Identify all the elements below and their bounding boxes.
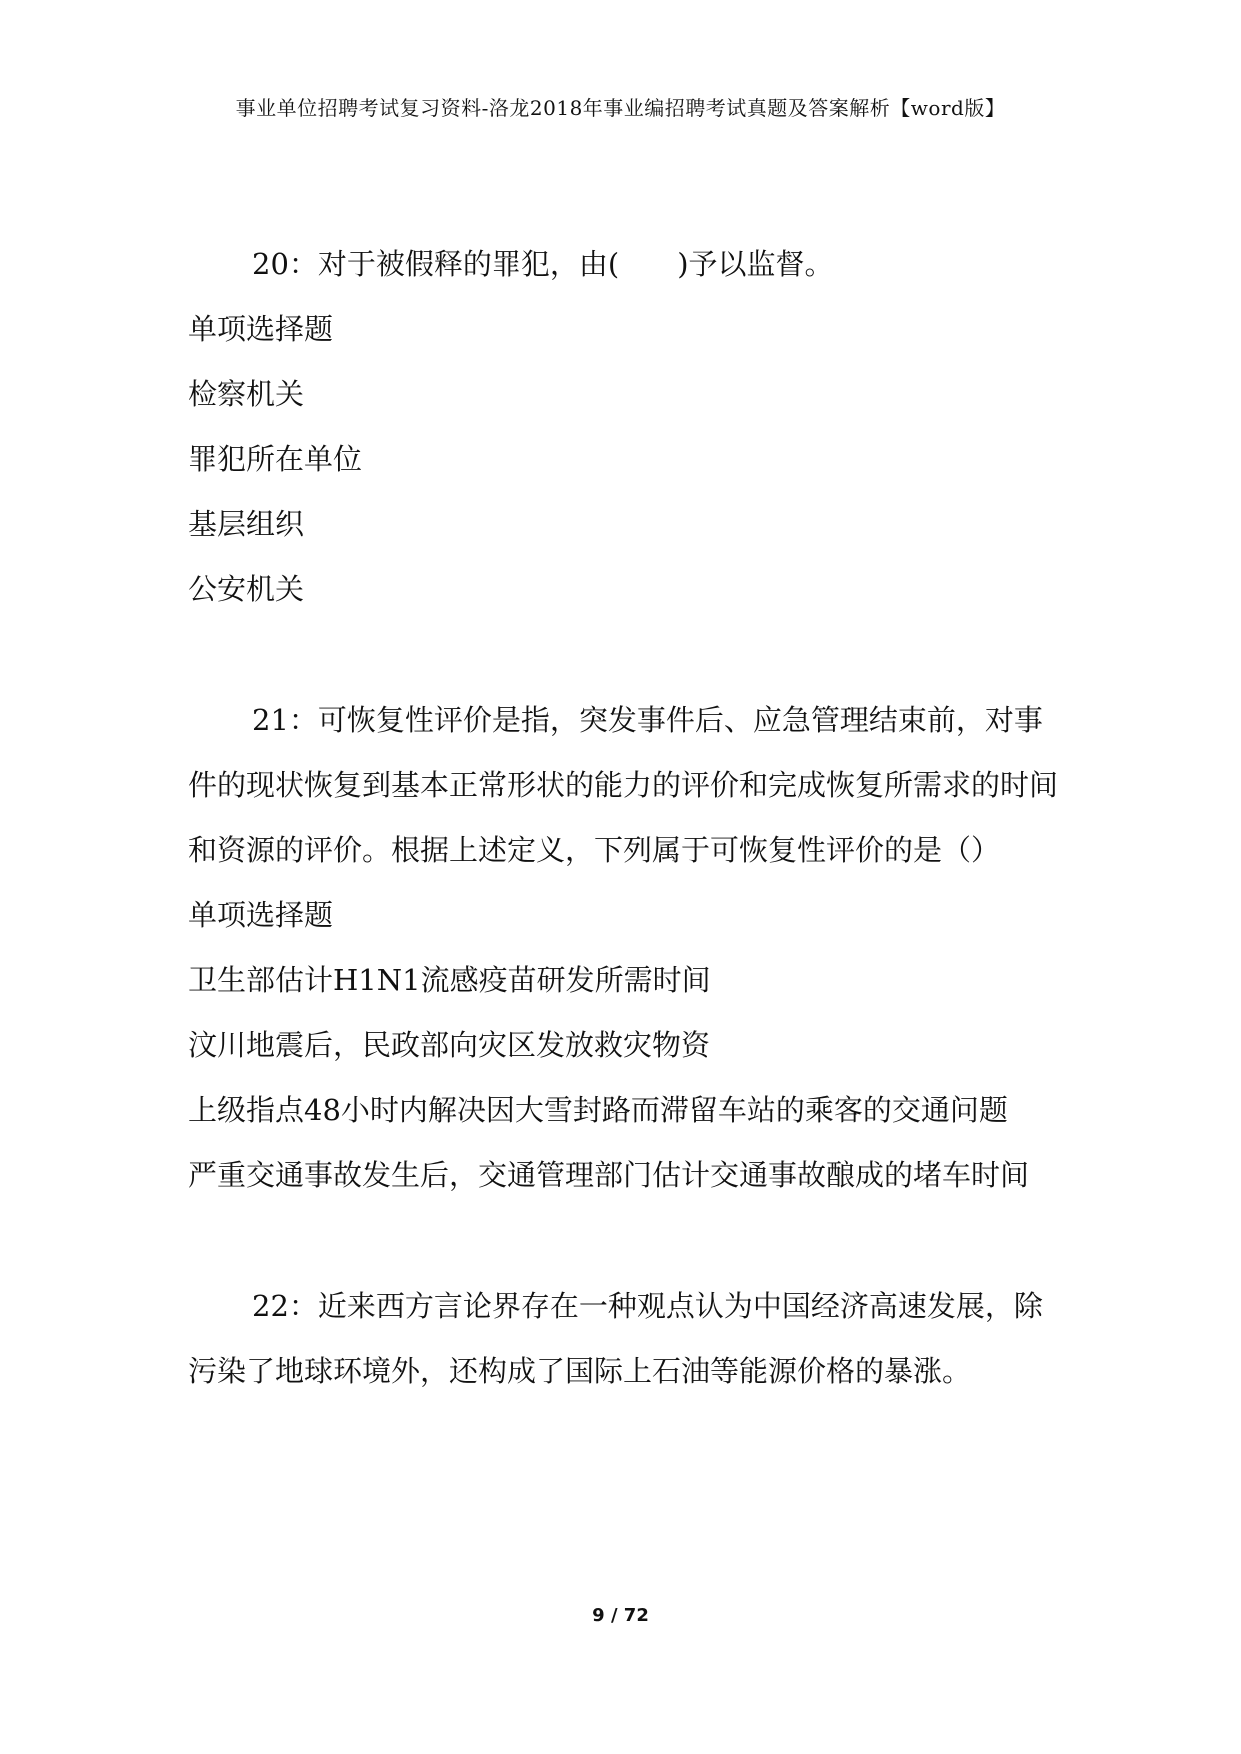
option-a: 检察机关 <box>188 377 305 411</box>
option-b: 汶川地震后，民政部向灾区发放救灾物资 <box>188 1028 711 1062</box>
option-d: 公安机关 <box>188 572 305 606</box>
question-type: 单项选择题 <box>188 312 334 346</box>
option-a: 卫生部估计H1N1流感疫苗研发所需时间 <box>188 963 711 997</box>
question-21 <box>188 688 1068 1208</box>
page-header: 事业单位招聘考试复习资料-洛龙2018年事业编招聘考试真题及答案解析【word版】 <box>235 96 1006 120</box>
option-b: 罪犯所在单位 <box>188 442 363 476</box>
page-number: 9 / 72 <box>592 1605 649 1626</box>
document-body <box>188 232 1068 1404</box>
option-d: 严重交通事故发生后，交通管理部门估计交通事故酿成的堵车时间 <box>188 1158 1030 1192</box>
option-c: 基层组织 <box>188 507 305 541</box>
question-stem: 22：近来西方言论界存在一种观点认为中国经济高速发展，除污染了地球环境外，还构成了国际上石油等能源价格的暴涨。 <box>188 1289 1043 1388</box>
option-c: 上级指点48小时内解决因大雪封路而滞留车站的乘客的交通问题 <box>188 1093 1008 1127</box>
question-stem: 21：可恢复性评价是指，突发事件后、应急管理结束前，对事件的现状恢复到基本正常形状的能力的评价和完成恢复所需求的时间和资源的评价。根据上述定义，下列属于可恢复性评价的是（） <box>188 703 1059 867</box>
question-stem: 20：对于被假释的罪犯，由( )予以监督。 <box>252 247 834 281</box>
question-type: 单项选择题 <box>188 898 334 932</box>
question-22 <box>188 1274 1068 1404</box>
question-20 <box>188 232 1068 622</box>
